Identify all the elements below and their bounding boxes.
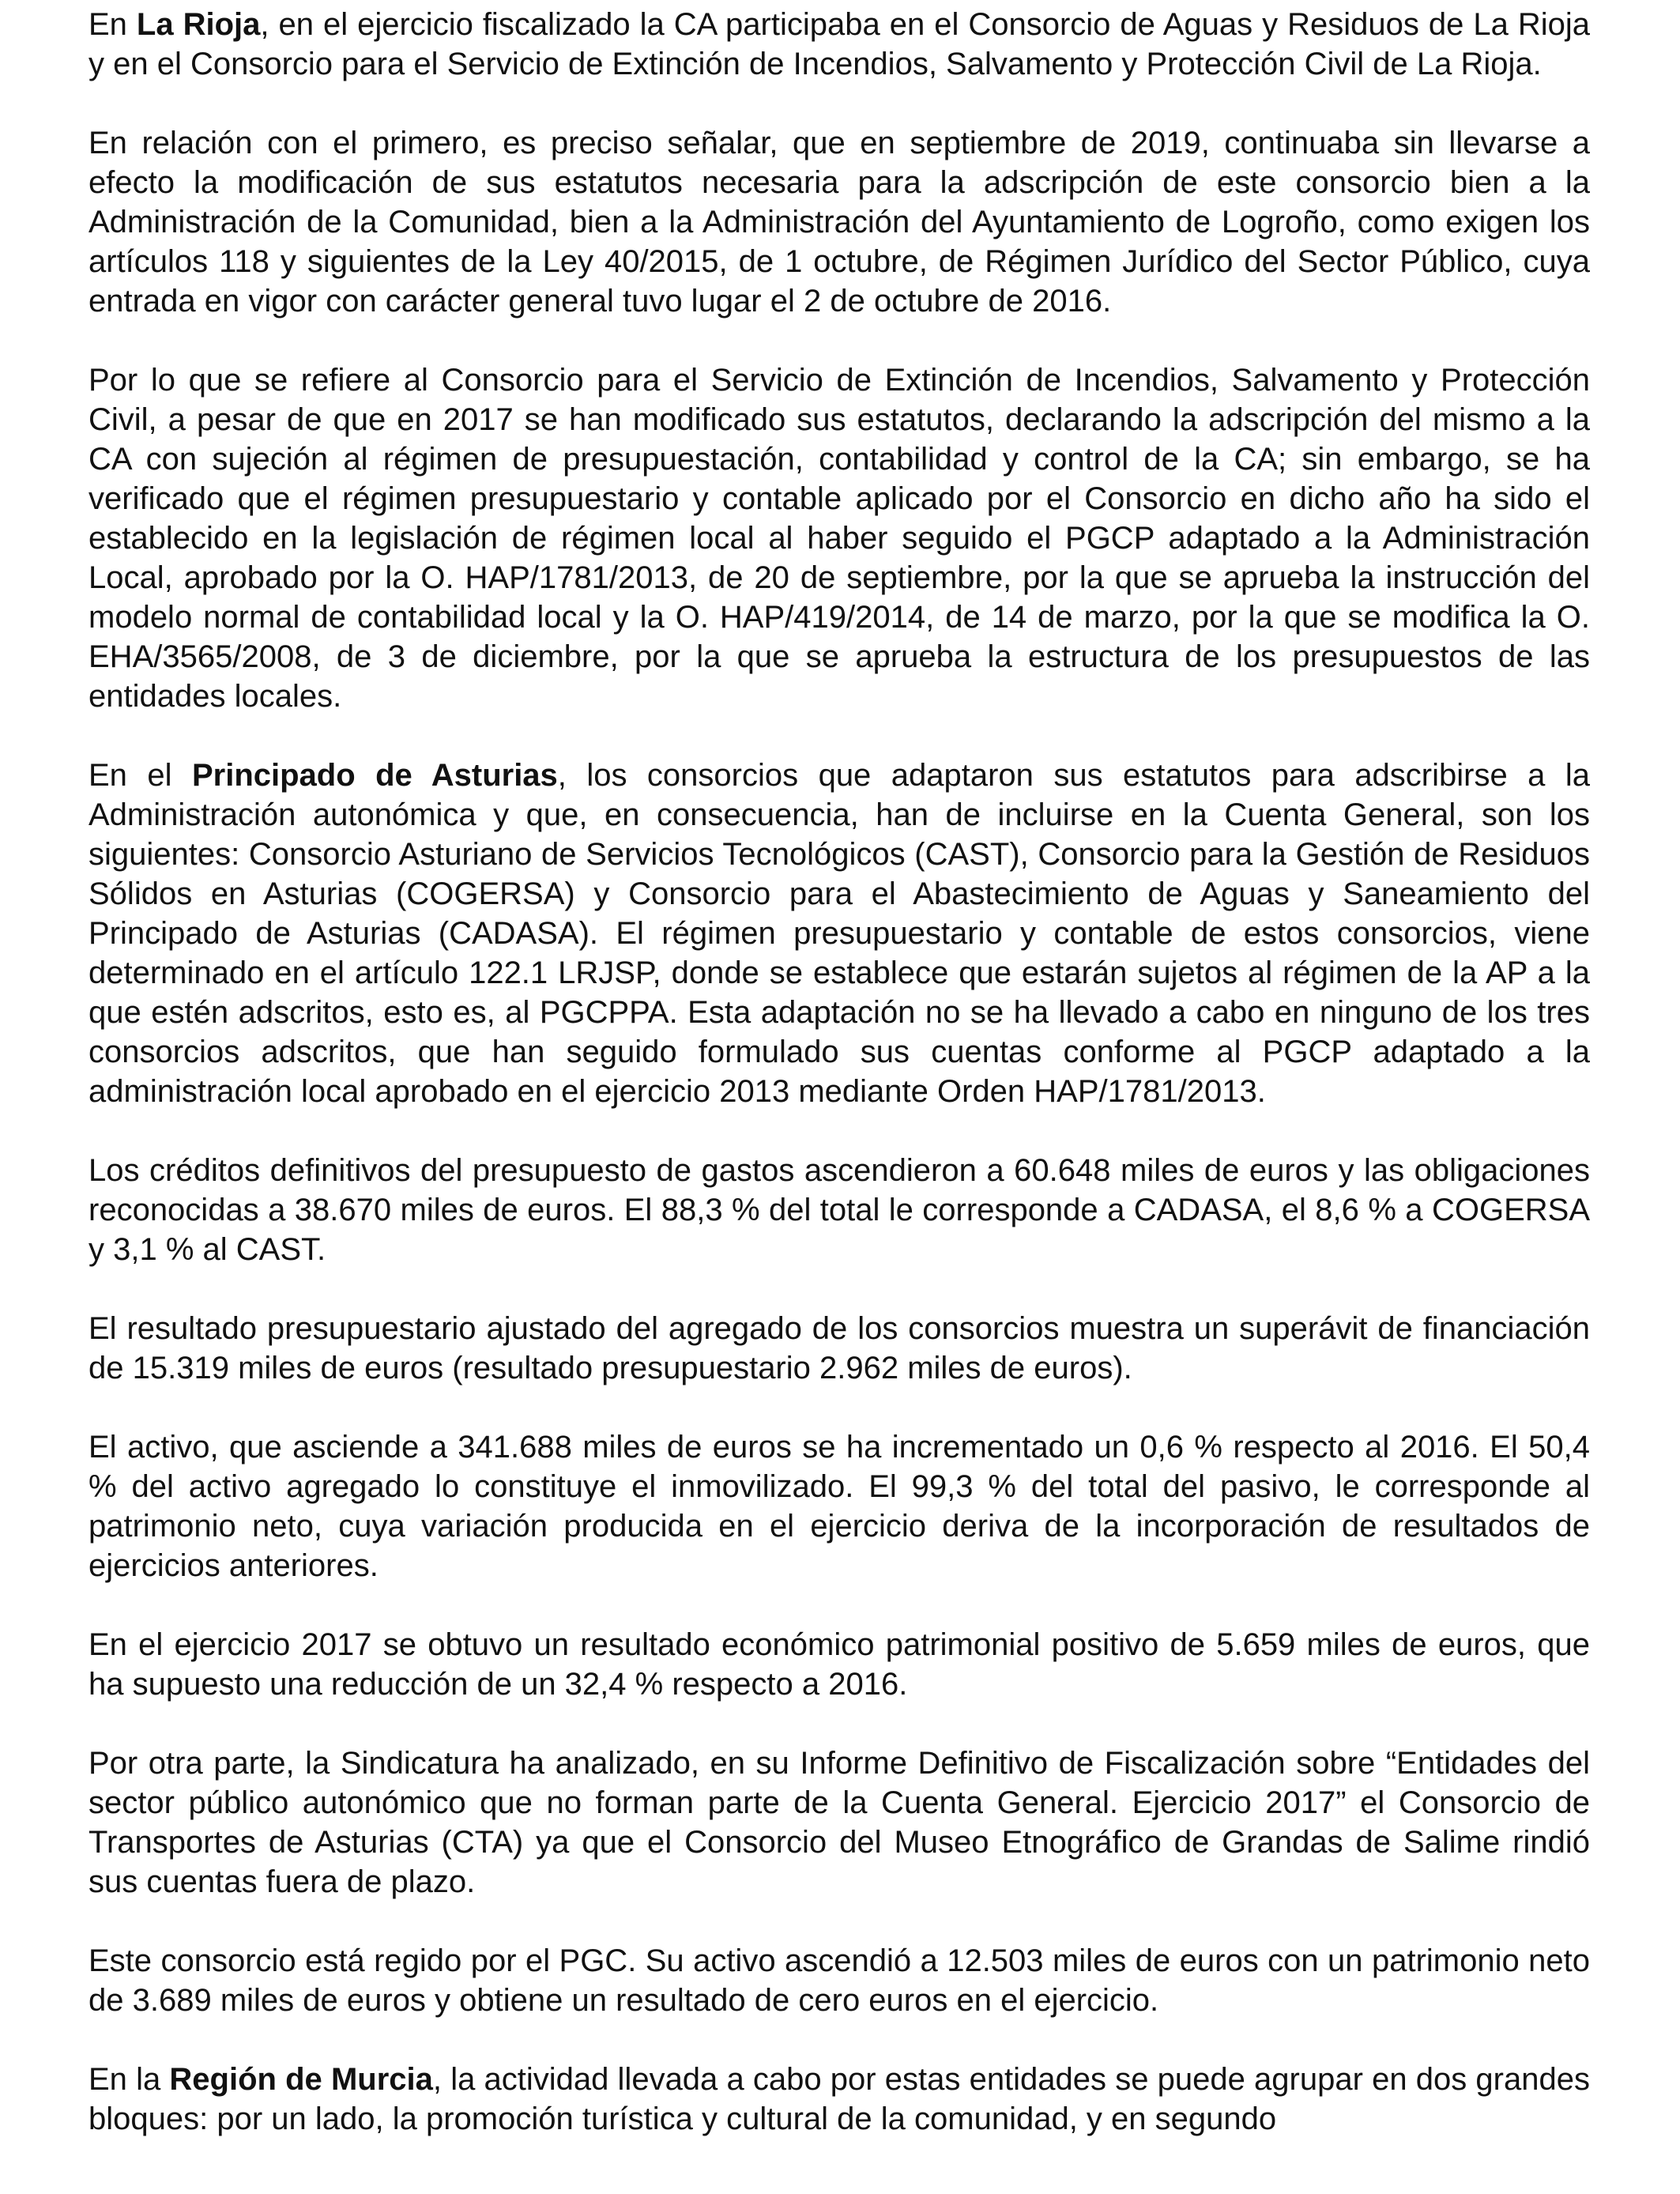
region-name-asturias: Principado de Asturias [191, 758, 558, 793]
paragraph-resultado-economico: En el ejercicio 2017 se obtuvo un resultado económico patrimonial positivo de 5.659 miles de euros, que ha supuesto una reducción de un 32,4 % respecto a 2016. [89, 1627, 1590, 1702]
paragraph-resultado-presupuestario: El resultado presupuestario ajustado del agregado de los consorcios muestra un superávit de financiación de 15.319 miles de euros (resultado presupuestario 2.962 miles de euros). [89, 1311, 1590, 1385]
paragraph-murcia [89, 2060, 1590, 2139]
paragraph-la-rioja [89, 5, 1590, 84]
paragraph-asturias [89, 756, 1590, 1111]
region-name-murcia: Región de Murcia [169, 2062, 433, 2097]
paragraph-sindicatura: Por otra parte, la Sindicatura ha analizado, en su Informe Definitivo de Fiscalización sobre “Entidades del sector público autonómico que no forman parte de la Cuenta General. Ejercicio 2017” el Consorcio de Transportes de Asturias (CTA) ya que el Consorcio del Museo Etnográfico de Grandas de Salime rindió sus cuentas fuera de plazo. [89, 1746, 1590, 1899]
paragraph-text: En [89, 7, 137, 42]
paragraph-text: En el [89, 758, 192, 793]
paragraph-activo: El activo, que asciende a 341.688 miles de euros se ha incrementado un 0,6 % respecto al 2016. El 50,4 % del activo agregado lo constituye el inmovilizado. El 99,3 % del total del pasivo, le corresponde al patrimonio neto, cuya variación producida en el ejercicio deriva de la incorporación de resultados de ejercicios anteriores. [89, 1430, 1590, 1583]
paragraph-consorcio-incendios: Por lo que se refiere al Consorcio para el Servicio de Extinción de Incendios, Salvamento y Protección Civil, a pesar de que en 2017 se han modificado sus estatutos, declarando la adscripción del mismo a la CA con sujeción al régimen de presupuestación, contabilidad y control de la CA; sin embargo, se ha verificado que el régimen presupuestario y contable aplicado por el Consorcio en dicho año ha sido el establecido en la legislación de régimen local al haber seguido el PGCP adaptado a la Administración Local, aprobado por la O. HAP/1781/2013, de 20 de septiembre, por la que se aprueba la instrucción del modelo normal de contabilidad local y la O. HAP/419/2014, de 14 de marzo, por la que se modifica la O. EHA/3565/2008, de 3 de diciembre, por la que se aprueba la estructura de los presupuestos de las entidades locales. [89, 363, 1590, 714]
region-name-la-rioja: La Rioja [136, 7, 261, 42]
paragraph-cta: Este consorcio está regido por el PGC. Su activo ascendió a 12.503 miles de euros con un patrimonio neto de 3.689 miles de euros y obtiene un resultado de cero euros en el ejercicio. [89, 1943, 1590, 2018]
paragraph-text: , la actividad llevada a cabo por estas entidades se puede agrupar en dos grandes bloques: por un lado, la promoción turística y cultural de la comunidad, y en segundo [89, 2062, 1590, 2136]
paragraph-text: En la [89, 2062, 170, 2097]
paragraph-text: , los consorcios que adaptaron sus estatutos para adscribirse a la Administración autonómica y que, en consecuencia, han de incluirse en la Cuenta General, son los siguientes: Consorcio Asturiano de Servicios Tecnológicos (CAST), Consorcio para la Gestión de Residuos Sólidos en Asturias (COGERSA) y Consorcio para el Abastecimiento de Aguas y Saneamiento del Principado de Asturias (CADASA). El régimen presupuestario y contable de estos consorcios, viene determinado en el artículo 122.1 LRJSP, donde se establece que estarán sujetos al régimen de la AP a la que estén adscritos, esto es, al PGCPPA. Esta adaptación no se ha llevado a cabo en ninguno de los tres consorcios adscritos, que han seguido formulado sus cuentas conforme al PGCP adaptado a la administración local aprobado en el ejercicio 2013 mediante Orden HAP/1781/2013. [89, 758, 1590, 1109]
document-body [89, 5, 1590, 2139]
paragraph-creditos: Los créditos definitivos del presupuesto de gastos ascendieron a 60.648 miles de euros y las obligaciones reconocidas a 38.670 miles de euros. El 88,3 % del total le corresponde a CADASA, el 8,6 % a COGERSA y 3,1 % al CAST. [89, 1153, 1590, 1267]
paragraph-text: , en el ejercicio fiscalizado la CA participaba en el Consorcio de Aguas y Residuos de La Rioja y en el Consorcio para el Servicio de Extinción de Incendios, Salvamento y Protección Civil de La Rioja. [89, 7, 1590, 81]
paragraph-consorcio-aguas: En relación con el primero, es preciso señalar, que en septiembre de 2019, continuaba sin llevarse a efecto la modificación de sus estatutos necesaria para la adscripción de este consorcio bien a la Administración de la Comunidad, bien a la Administración del Ayuntamiento de Logroño, como exigen los artículos 118 y siguientes de la Ley 40/2015, de 1 octubre, de Régimen Jurídico del Sector Público, cuya entrada en vigor con carácter general tuvo lugar el 2 de octubre de 2016. [89, 126, 1590, 319]
